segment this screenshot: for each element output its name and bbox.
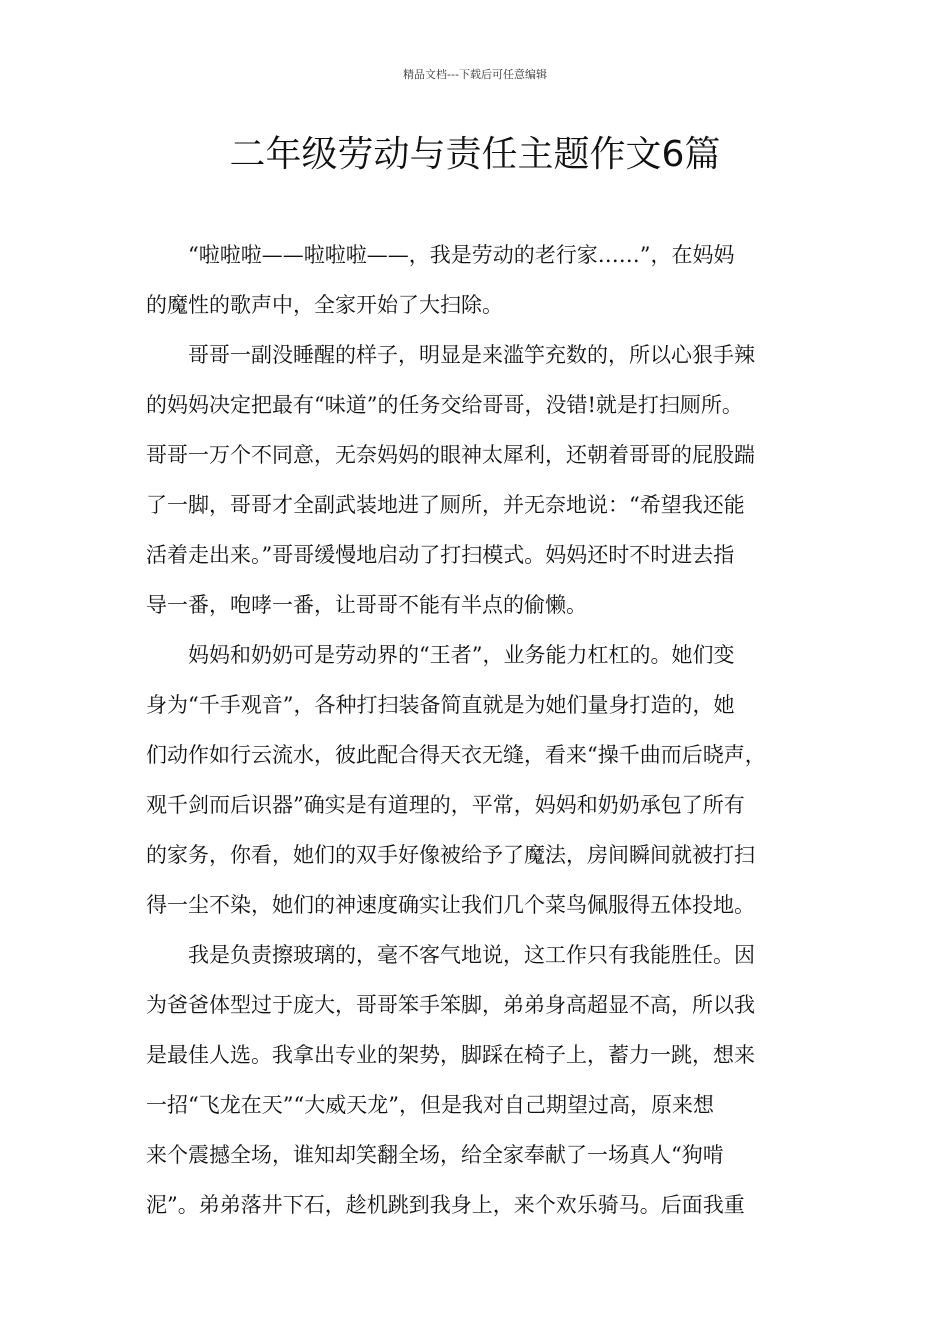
text-line: 来个震撼全场，谁知却笑翻全场，给全家奉献了一场真人“狗啃: [146, 1143, 724, 1167]
text-line: 的魔性的歌声中，全家开始了大扫除。: [146, 293, 503, 317]
text-line: 导一番，咆哮一番，让哥哥不能有半点的偷懒。: [146, 593, 587, 617]
page-header-note: 精品文档---下载后可任意编辑: [403, 68, 547, 81]
text-line: 一招“飞龙在天”“大威天龙”，但是我对自己期望过高，原来想: [146, 1093, 714, 1117]
text-line: 身为“千手观音”，各种打扫装备简直就是为她们量身打造的，她: [146, 693, 735, 717]
text-line: 观千剑而后识器”确实是有道理的，平常，妈妈和奶奶承包了所有: [146, 793, 745, 817]
text-line: 的家务，你看，她们的双手好像被给予了魔法，房间瞬间就被打扫: [146, 843, 755, 867]
text-line: 为爸爸体型过于庞大，哥哥笨手笨脚，弟弟身高超显不高，所以我: [146, 993, 755, 1017]
text-line: 妈妈和奶奶可是劳动界的“王者”，业务能力杠杠的。她们变: [188, 643, 735, 667]
text-line: 们动作如行云流水，彼此配合得天衣无缝，看来“操千曲而后晓声，: [146, 743, 766, 767]
text-line: 泥”。弟弟落井下石，趁机跳到我身上，来个欢乐骑马。后面我重: [146, 1193, 745, 1217]
text-line: 了一脚，哥哥才全副武装地进了厕所，并无奈地说：“希望我还能: [146, 493, 745, 517]
essay-body: [146, 230, 806, 1230]
text-line: 是最佳人选。我拿出专业的架势，脚踩在椅子上，蓄力一跳，想来: [146, 1043, 755, 1067]
document-title: 二年级劳动与责任主题作文6篇: [229, 134, 721, 175]
text-line: 得一尘不染，她们的神速度确实让我们几个菜鸟佩服得五体投地。: [146, 893, 755, 917]
text-line: 哥哥一副没睡醒的样子，明显是来滥竽充数的，所以心狠手辣: [188, 343, 755, 367]
text-line: 活着走出来。”哥哥缓慢地启动了打扫模式。妈妈还时不时进去指: [146, 543, 735, 567]
text-line: 我是负责擦玻璃的，毫不客气地说，这工作只有我能胜任。因: [188, 943, 755, 967]
text-line: 哥哥一万个不同意，无奈妈妈的眼神太犀利，还朝着哥哥的屁股踹: [146, 443, 755, 467]
text-line: “啦啦啦——啦啦啦——，我是劳动的老行家……”，在妈妈: [188, 243, 735, 267]
text-line: 的妈妈决定把最有“味道”的任务交给哥哥，没错!就是打扫厕所。: [146, 393, 743, 417]
